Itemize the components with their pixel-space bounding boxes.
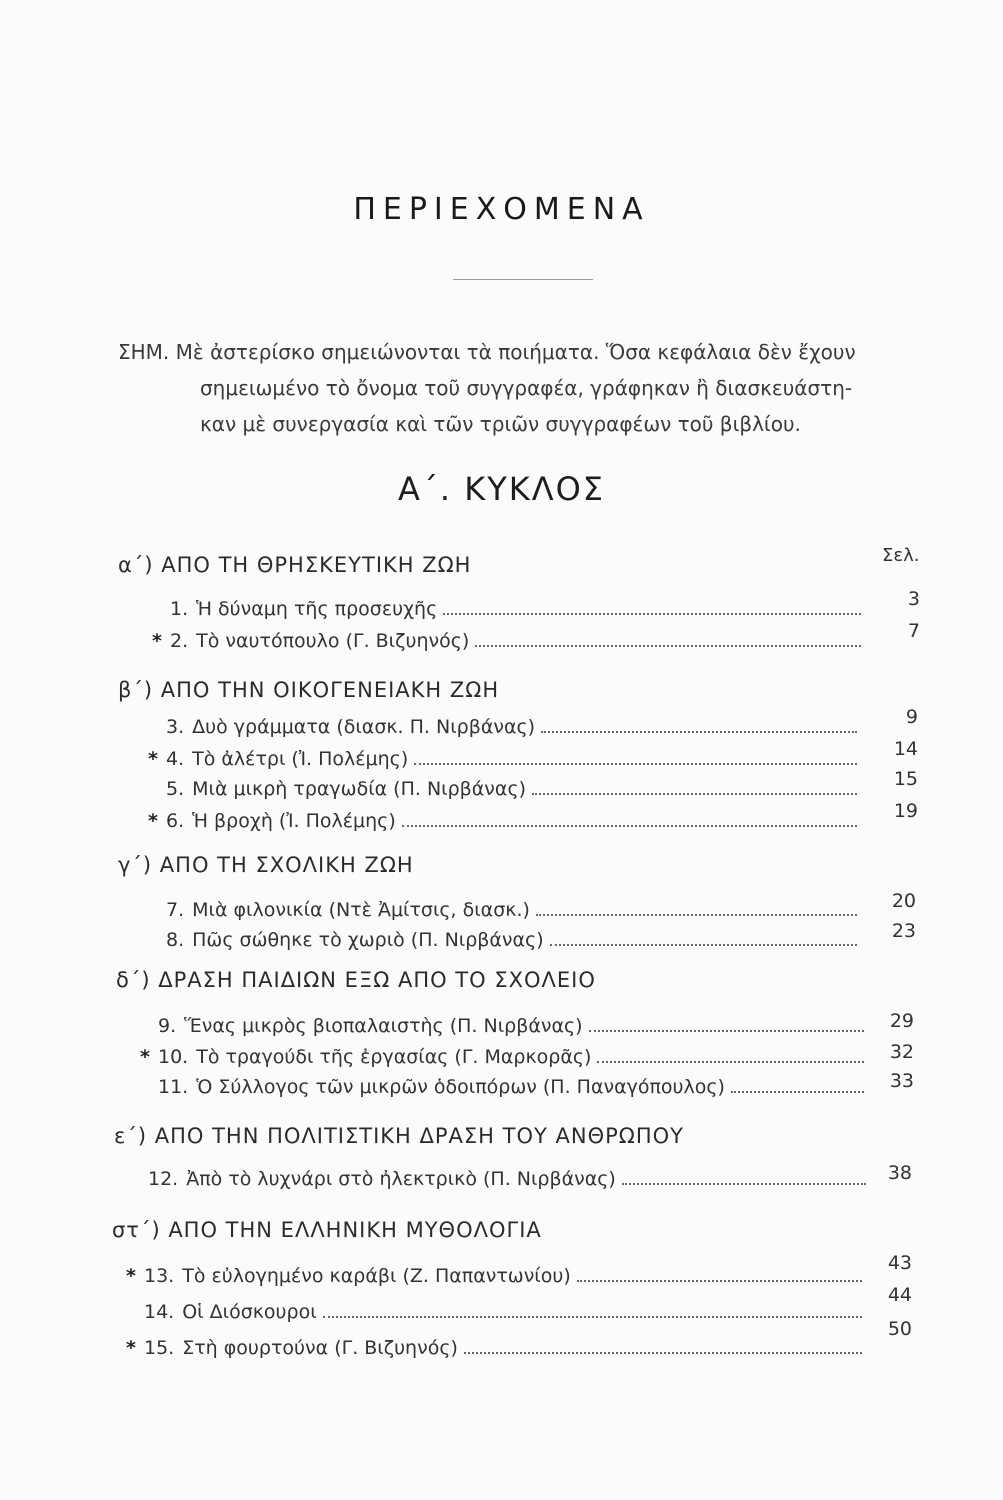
entry-title: Τὸ ναυτόπουλο (Γ. Βιζυηνός) — [196, 630, 470, 652]
entry-number: 14. — [144, 1301, 175, 1323]
entry-page: 38 — [887, 1162, 912, 1184]
toc-entry[interactable] — [152, 630, 867, 652]
entry-page: 19 — [893, 800, 918, 822]
entry-title: Οἱ Διόσκουροι — [182, 1301, 317, 1323]
poem-marker: * — [148, 810, 158, 832]
entry-page: 23 — [891, 920, 916, 942]
entry-page: 50 — [887, 1318, 912, 1340]
entry-title: Ἀπὸ τὸ λυχνάρι στὸ ἠλεκτρικὸ (Π. Νιρβάνας) — [186, 1168, 616, 1190]
toc-entry[interactable] — [148, 810, 863, 832]
section-title: β΄) ΑΠΟ ΤΗΝ ΟΙΚΟΓΕΝΕΙΑΚΗ ΖΩΗ — [118, 678, 500, 702]
dot-leader — [475, 645, 861, 647]
entry-title: Μιὰ φιλονικία (Ντὲ Ἀμίτσις, διασκ.) — [192, 899, 530, 921]
dot-leader — [536, 914, 857, 916]
poem-marker: * — [148, 748, 158, 770]
dot-leader — [577, 1280, 862, 1282]
dot-leader — [464, 1352, 862, 1354]
dot-leader — [402, 825, 857, 827]
page-column-label: Σελ. — [882, 545, 920, 566]
dot-leader — [589, 1030, 864, 1032]
note-line-3: καν μὲ συνεργασία καὶ τῶν τριῶν συγγραφέων τοῦ βιβλίου. — [200, 412, 801, 436]
note-paragraph — [118, 334, 918, 442]
entry-title: Ὁ Σύλλογος τῶν μικρῶν ὁδοιπόρων (Π. Παναγόπουλος) — [196, 1076, 725, 1098]
entry-number: 5. — [166, 778, 185, 800]
dot-leader — [541, 731, 857, 733]
entry-page: 44 — [887, 1284, 912, 1306]
toc-entry[interactable] — [148, 778, 863, 800]
entry-page: 15 — [893, 768, 918, 790]
cycle-heading: Α΄. ΚΥΚΛΟΣ — [397, 470, 606, 508]
poem-marker: * — [126, 1265, 136, 1287]
entry-number: 6. — [166, 810, 185, 832]
entry-number: 4. — [166, 748, 185, 770]
section-title: γ΄) ΑΠΟ ΤΗ ΣΧΟΛΙΚΗ ΖΩΗ — [118, 853, 414, 877]
toc-entry[interactable] — [148, 748, 863, 770]
section-title: στ΄) ΑΠΟ ΤΗΝ ΕΛΛΗΝΙΚΗ ΜΥΘΟΛΟΓΙΑ — [112, 1218, 542, 1242]
entry-number: 10. — [158, 1046, 189, 1068]
toc-entry[interactable] — [152, 598, 867, 620]
entry-page: 43 — [887, 1252, 912, 1274]
poem-marker: * — [140, 1046, 150, 1068]
entry-title: Μιὰ μικρὴ τραγωδία (Π. Νιρβάνας) — [192, 778, 527, 800]
dot-leader — [550, 944, 857, 946]
entry-title: Στὴ φουρτούνα (Γ. Βιζυηνός) — [182, 1337, 458, 1359]
entry-title: Τὸ τραγούδι τῆς ἐργασίας (Γ. Μαρκορᾶς) — [196, 1046, 592, 1068]
section-title: ε΄) ΑΠΟ ΤΗΝ ΠΟΛΙΤΙΣΤΙΚΗ ΔΡΑΣΗ ΤΟΥ ΑΝΘΡΩΠΟΥ — [114, 1124, 684, 1148]
note-line-2: σημειωμένο τὸ ὄνομα τοῦ συγγραφέα, γράφηκαν ἢ διασκευάστη- — [200, 376, 853, 400]
note-line-1: ΣΗΜ. Μὲ ἀστερίσκο σημειώνονται τὰ ποιήματα. Ὅσα κεφάλαια δὲν ἔχουν — [118, 340, 856, 364]
entry-title: Τὸ εὐλογημένο καράβι (Ζ. Παπαντωνίου) — [182, 1265, 571, 1287]
entry-title: Ἡ δύναμη τῆς προσευχῆς — [196, 598, 438, 620]
dot-leader — [414, 763, 857, 765]
entry-number: 15. — [144, 1337, 175, 1359]
entry-number: 12. — [148, 1168, 179, 1190]
entry-number: 13. — [144, 1265, 175, 1287]
toc-entry[interactable] — [126, 1265, 868, 1287]
toc-entry[interactable] — [148, 929, 863, 951]
toc-entry[interactable] — [140, 1046, 870, 1068]
entry-number: 11. — [158, 1076, 189, 1098]
poem-marker: * — [126, 1337, 136, 1359]
entry-number: 7. — [166, 899, 185, 921]
entry-page: 9 — [905, 706, 918, 728]
toc-entry[interactable] — [130, 1168, 872, 1190]
entry-number: 2. — [170, 630, 189, 652]
toc-entry[interactable] — [126, 1337, 868, 1359]
entry-page: 32 — [889, 1041, 914, 1063]
section-title: δ΄) ΔΡΑΣΗ ΠΑΙΔΙΩΝ ΕΞΩ ΑΠΟ ΤΟ ΣΧΟΛΕΙΟ — [116, 968, 596, 992]
dot-leader — [622, 1183, 866, 1185]
entry-title: Ἕνας μικρὸς βιοπαλαιστὴς (Π. Νιρβάνας) — [184, 1015, 583, 1037]
title-rule — [453, 279, 593, 280]
entry-page: 33 — [889, 1070, 914, 1092]
dot-leader — [532, 793, 857, 795]
dot-leader — [323, 1316, 862, 1318]
entry-title: Τὸ ἀλέτρι (Ἰ. Πολέμης) — [192, 748, 409, 770]
toc-entry[interactable] — [140, 1076, 870, 1098]
entry-title: Ἡ βροχὴ (Ἰ. Πολέμης) — [192, 810, 396, 832]
entry-page: 7 — [907, 620, 920, 642]
entry-page: 20 — [891, 890, 916, 912]
dot-leader — [731, 1091, 864, 1093]
toc-entry[interactable] — [140, 1015, 870, 1037]
entry-page: 3 — [907, 588, 920, 610]
poem-marker: * — [152, 630, 162, 652]
entry-number: 8. — [166, 929, 185, 951]
dot-leader — [597, 1061, 864, 1063]
dot-leader — [443, 613, 861, 615]
entry-title: Δυὸ γράμματα (διασκ. Π. Νιρβάνας) — [192, 716, 536, 738]
entry-number: 9. — [158, 1015, 177, 1037]
page-title: ΠΕΡΙΕΧΟΜΕΝΑ — [353, 192, 650, 227]
toc-entry[interactable] — [148, 899, 863, 921]
entry-number: 1. — [170, 598, 189, 620]
toc-entry[interactable] — [126, 1301, 868, 1323]
entry-title: Πῶς σώθηκε τὸ χωριὸ (Π. Νιρβάνας) — [192, 929, 544, 951]
toc-entry[interactable] — [148, 716, 863, 738]
entry-page: 14 — [893, 738, 918, 760]
entry-page: 29 — [889, 1010, 914, 1032]
section-title: α΄) ΑΠΟ ΤΗ ΘΡΗΣΚΕΥΤΙΚΗ ΖΩΗ — [118, 553, 472, 577]
entry-number: 3. — [166, 716, 185, 738]
